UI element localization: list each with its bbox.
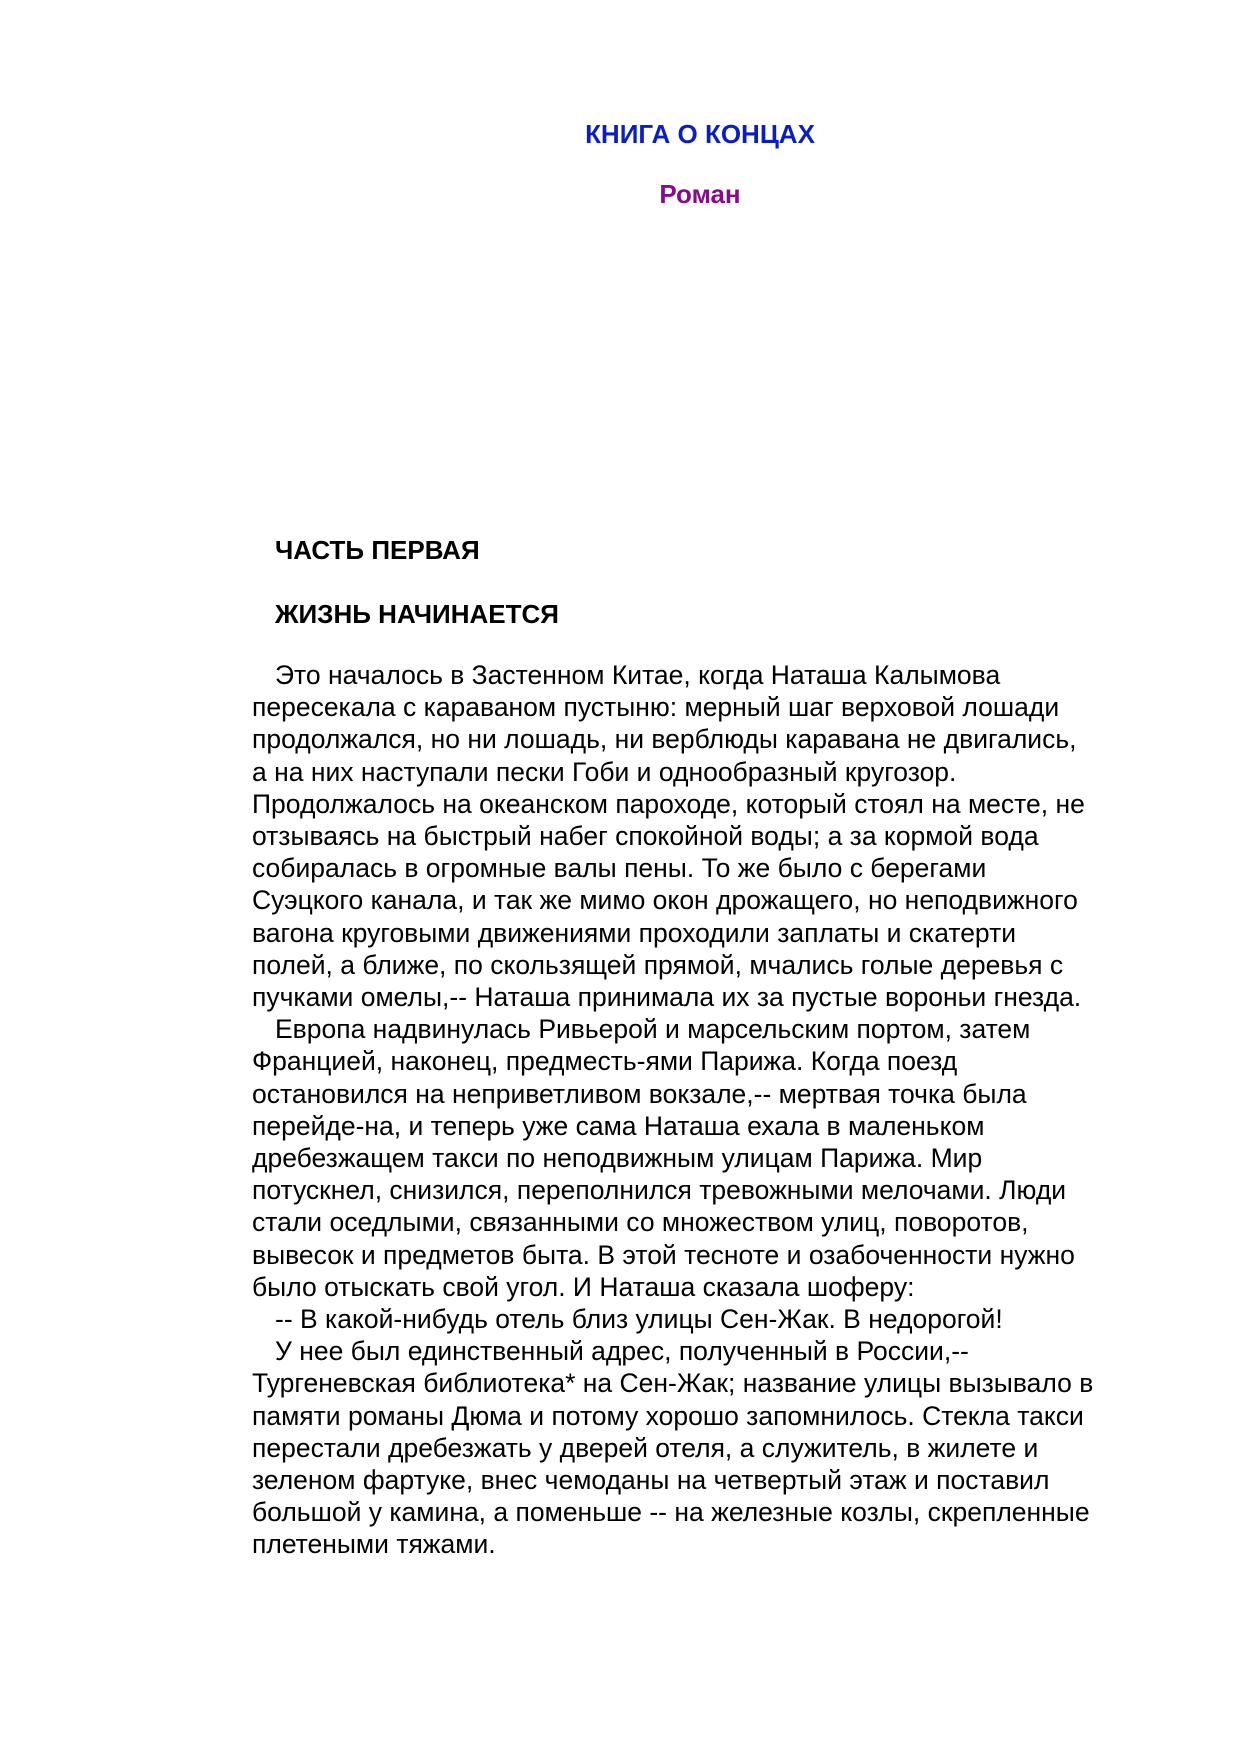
text-line: Продолжалось на океанском пароходе, который стоял на месте, не	[252, 788, 1085, 819]
text-line: стали оседлыми, связанными со множеством улиц, поворотов,	[252, 1207, 1029, 1238]
chapter-title: ЖИЗНЬ НАЧИНАЕТСЯ	[275, 599, 559, 629]
text-line: потускнел, снизился, переполнился тревожными мелочами. Люди	[252, 1175, 1067, 1206]
text-line: пересекала с караваном пустыню: мерный шаг верховой лошади	[252, 692, 1060, 723]
text-line: остановился на неприветливом вокзале,-- мертвая точка была	[252, 1078, 1027, 1109]
text-line: Францией, наконец, предместь-ями Парижа. Когда поезд	[252, 1046, 958, 1077]
text-line: -- В какой-нибудь отель близ улицы Сен-Жак. В недорогой!	[275, 1304, 1003, 1335]
text-line: отзываясь на быстрый набег спокойной воды; а за кормой вода	[252, 821, 1039, 852]
text-line: собиралась в огромные валы пены. То же было с берегами	[252, 853, 987, 884]
text-line: а на них наступали пески Гоби и однообразный кругозор.	[252, 756, 957, 787]
text-line: вывесок и предметов быта. В этой тесноте и озабоченности нужно	[252, 1239, 1075, 1270]
text-line: зеленом фартуке, внес чемоданы на четвертый этаж и поставил	[252, 1465, 1050, 1496]
text-line: продолжался, но ни лошадь, ни верблюды каравана не двигались,	[252, 724, 1077, 755]
text-line: перестали дребезжать у дверей отеля, а служитель, в жилете и	[252, 1432, 1039, 1463]
text-line: вагона круговыми движениями проходили заплаты и скатерти	[252, 917, 1017, 948]
book-genre: Роман	[659, 179, 741, 209]
text-line: большой у камина, а поменьше -- на железные козлы, скрепленные	[252, 1497, 1090, 1528]
text-line: У нее был единственный адрес, полученный в России,--	[275, 1336, 969, 1367]
body-text	[252, 659, 1172, 1561]
text-line: было отыскать свой угол. И Наташа сказала шоферу:	[252, 1271, 915, 1302]
text-line: Это началось в Застенном Китае, когда Наташа Калымова	[275, 660, 1001, 690]
text-line: памяти романы Дюма и потому хорошо запомнилось. Стекла такси	[252, 1400, 1084, 1431]
text-line: Суэцкого канала, и так же мимо окон дрожащего, но неподвижного	[252, 885, 1078, 916]
text-line: Европа надвинулась Ривьерой и марсельским портом, затем	[275, 1014, 1031, 1045]
text-line: перейде-на, и теперь уже сама Наташа ехала в маленьком	[252, 1110, 985, 1141]
part-title: ЧАСТЬ ПЕРВАЯ	[275, 535, 480, 565]
text-line: пучками омелы,-- Наташа принимала их за пустые вороньи гнезда.	[252, 982, 1082, 1013]
text-line: полей, а ближе, по скользящей прямой, мчались голые деревья с	[252, 949, 1064, 980]
text-line: дребезжащем такси по неподвижным улицам Парижа. Мир	[252, 1143, 983, 1174]
book-title: КНИГА О КОНЦАХ	[585, 119, 815, 149]
text-line: плетеными тяжами.	[252, 1529, 496, 1560]
text-line: Тургеневская библиотека* на Сен-Жак; название улицы вызывало в	[252, 1368, 1094, 1399]
